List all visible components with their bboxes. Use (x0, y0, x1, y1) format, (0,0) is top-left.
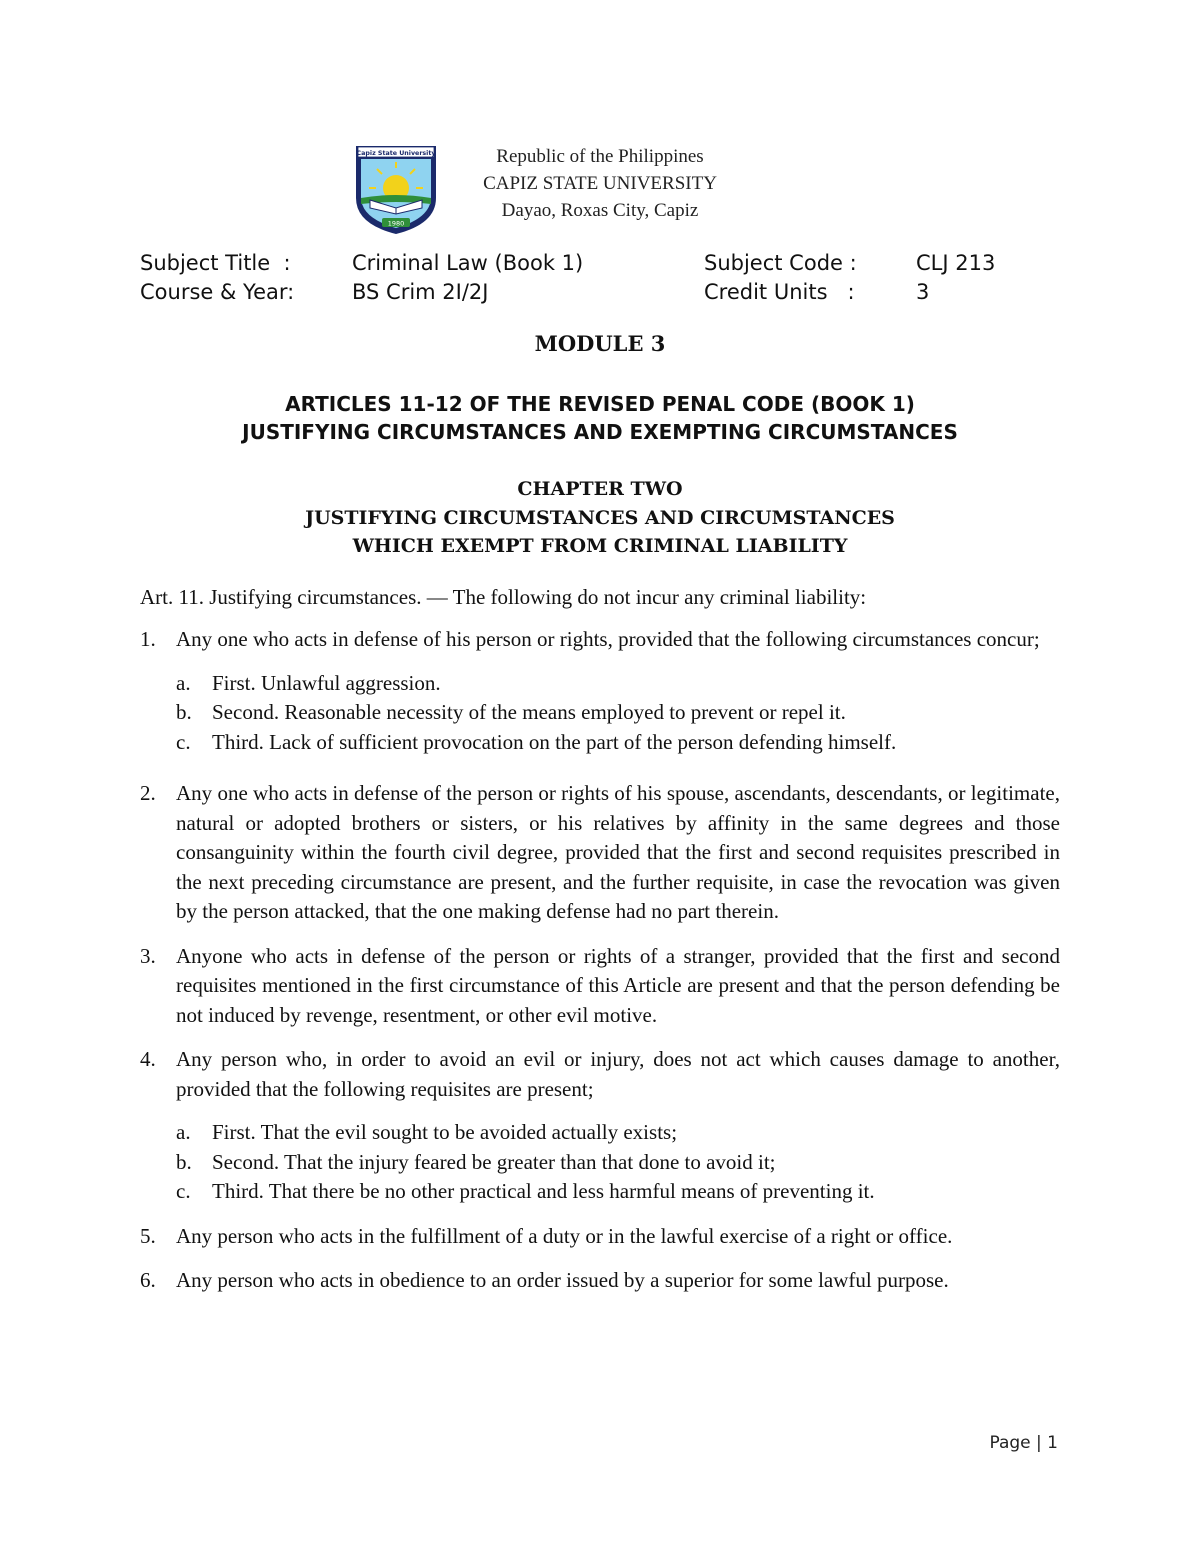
sub-item-letter: b. (176, 1149, 192, 1174)
item-number: 1. (140, 627, 156, 651)
item-number: 2. (140, 781, 156, 805)
sub-item-text: Second. Reasonable necessity of the means employed to prevent or repel it. (212, 700, 846, 724)
sub-list-item (176, 698, 1060, 728)
letterhead-line-country: Republic of the Philippines (496, 146, 704, 167)
list-item (140, 1045, 1060, 1207)
credit-units-value: 3 (916, 280, 930, 304)
list-item (140, 1266, 1060, 1296)
sub-list (176, 669, 1060, 758)
letterhead-line-university: CAPIZ STATE UNIVERSITY (483, 173, 717, 194)
chapter-heading (0, 475, 1200, 561)
course-year-label: Course & Year: (140, 280, 295, 304)
sub-item-text: First. Unlawful aggression. (212, 670, 441, 695)
sub-item-letter: c. (176, 1179, 191, 1203)
sub-item-letter: c. (176, 729, 191, 754)
article-title (0, 390, 1200, 446)
subject-title-label: Subject Title : (140, 251, 291, 275)
chapter-line-3: WHICH EXEMPT FROM CRIMINAL LIABILITY (352, 535, 848, 557)
sub-item-letter: a. (176, 670, 191, 695)
list-item (140, 779, 1060, 927)
item-text: Any person who acts in the fulfillment of a duty or in the lawful exercise of a right or office. (176, 1223, 953, 1248)
sub-item-letter: b. (176, 700, 192, 724)
list-item (140, 1222, 1060, 1252)
item-number: 5. (140, 1223, 156, 1248)
article-title-line-2: JUSTIFYING CIRCUMSTANCES AND EXEMPTING CIRCUMSTANCES (242, 420, 958, 444)
letterhead-line-address: Dayao, Roxas City, Capiz (501, 200, 699, 221)
sub-item-text: First. That the evil sought to be avoided actually exists; (212, 1120, 678, 1144)
subject-title-value: Criminal Law (Book 1) (352, 251, 584, 275)
sub-item-letter: a. (176, 1120, 191, 1144)
credit-units-label: Credit Units : (704, 280, 855, 304)
list-item (140, 942, 1060, 1031)
sub-list-item (176, 728, 1060, 758)
item-text: Any one who acts in defense of the person or rights of his spouse, ascendants, descendants, or legitimate, natural or adopted brothers or sisters, or his relatives by affinity in the same degrees and those consanguinity within the fourth civil degree, provided that the first and second requisites prescribed in the next preceding circumstance are present, and the further requisite, in case the revocation was given by the person attacked, that the one making defense had no part therein. (176, 781, 1060, 923)
item-text: Any one who acts in defense of his person or rights, provided that the following circumstances concur; (176, 627, 1040, 651)
item-number: 6. (140, 1268, 156, 1292)
chapter-line-2: JUSTIFYING CIRCUMSTANCES AND CIRCUMSTANCES (305, 506, 895, 529)
item-text: Anyone who acts in defense of the person or rights of a stranger, provided that the first and second requisites mentioned in the first circumstance of this Article are present and that the person defending be not induced by revenge, resentment, or other evil motive. (176, 943, 1060, 1027)
article-intro: Art. 11. Justifying circumstances. — The following do not incur any criminal liability: (140, 585, 867, 609)
seal-year-text: 1980 (387, 219, 405, 228)
page-number-footer: Page | 1 (989, 1433, 1058, 1453)
item-text: Any person who acts in obedience to an order issued by a superior for some lawful purpose. (176, 1268, 949, 1292)
sub-list-item (176, 1118, 1060, 1148)
seal-banner-text: Capiz State University (356, 149, 436, 157)
module-title: MODULE 3 (534, 331, 666, 356)
list-item (140, 625, 1060, 757)
sub-list-item (176, 1148, 1060, 1178)
sub-list-item (176, 669, 1060, 699)
item-number: 3. (140, 943, 156, 968)
sub-item-text: Third. That there be no other practical and less harmful means of preventing it. (212, 1179, 875, 1203)
course-year-value: BS Crim 2I/2J (352, 280, 489, 304)
subject-code-label: Subject Code : (704, 251, 857, 275)
article-items-list (140, 625, 1060, 1311)
sub-list-item (176, 1177, 1060, 1207)
item-text: Any person who, in order to avoid an evil or injury, does not act which causes damage to another, provided that the following requisites are present; (176, 1047, 1060, 1101)
article-title-line-1: ARTICLES 11-12 OF THE REVISED PENAL CODE (BOOK 1) (285, 392, 915, 416)
sub-item-text: Second. That the injury feared be greater than that done to avoid it; (212, 1149, 776, 1174)
sub-list (176, 1118, 1060, 1207)
item-number: 4. (140, 1047, 156, 1071)
university-letterhead (420, 143, 780, 224)
sub-item-text: Third. Lack of sufficient provocation on the part of the person defending himself. (212, 729, 897, 754)
chapter-line-1: CHAPTER TWO (517, 478, 683, 500)
subject-code-value: CLJ 213 (916, 251, 996, 275)
